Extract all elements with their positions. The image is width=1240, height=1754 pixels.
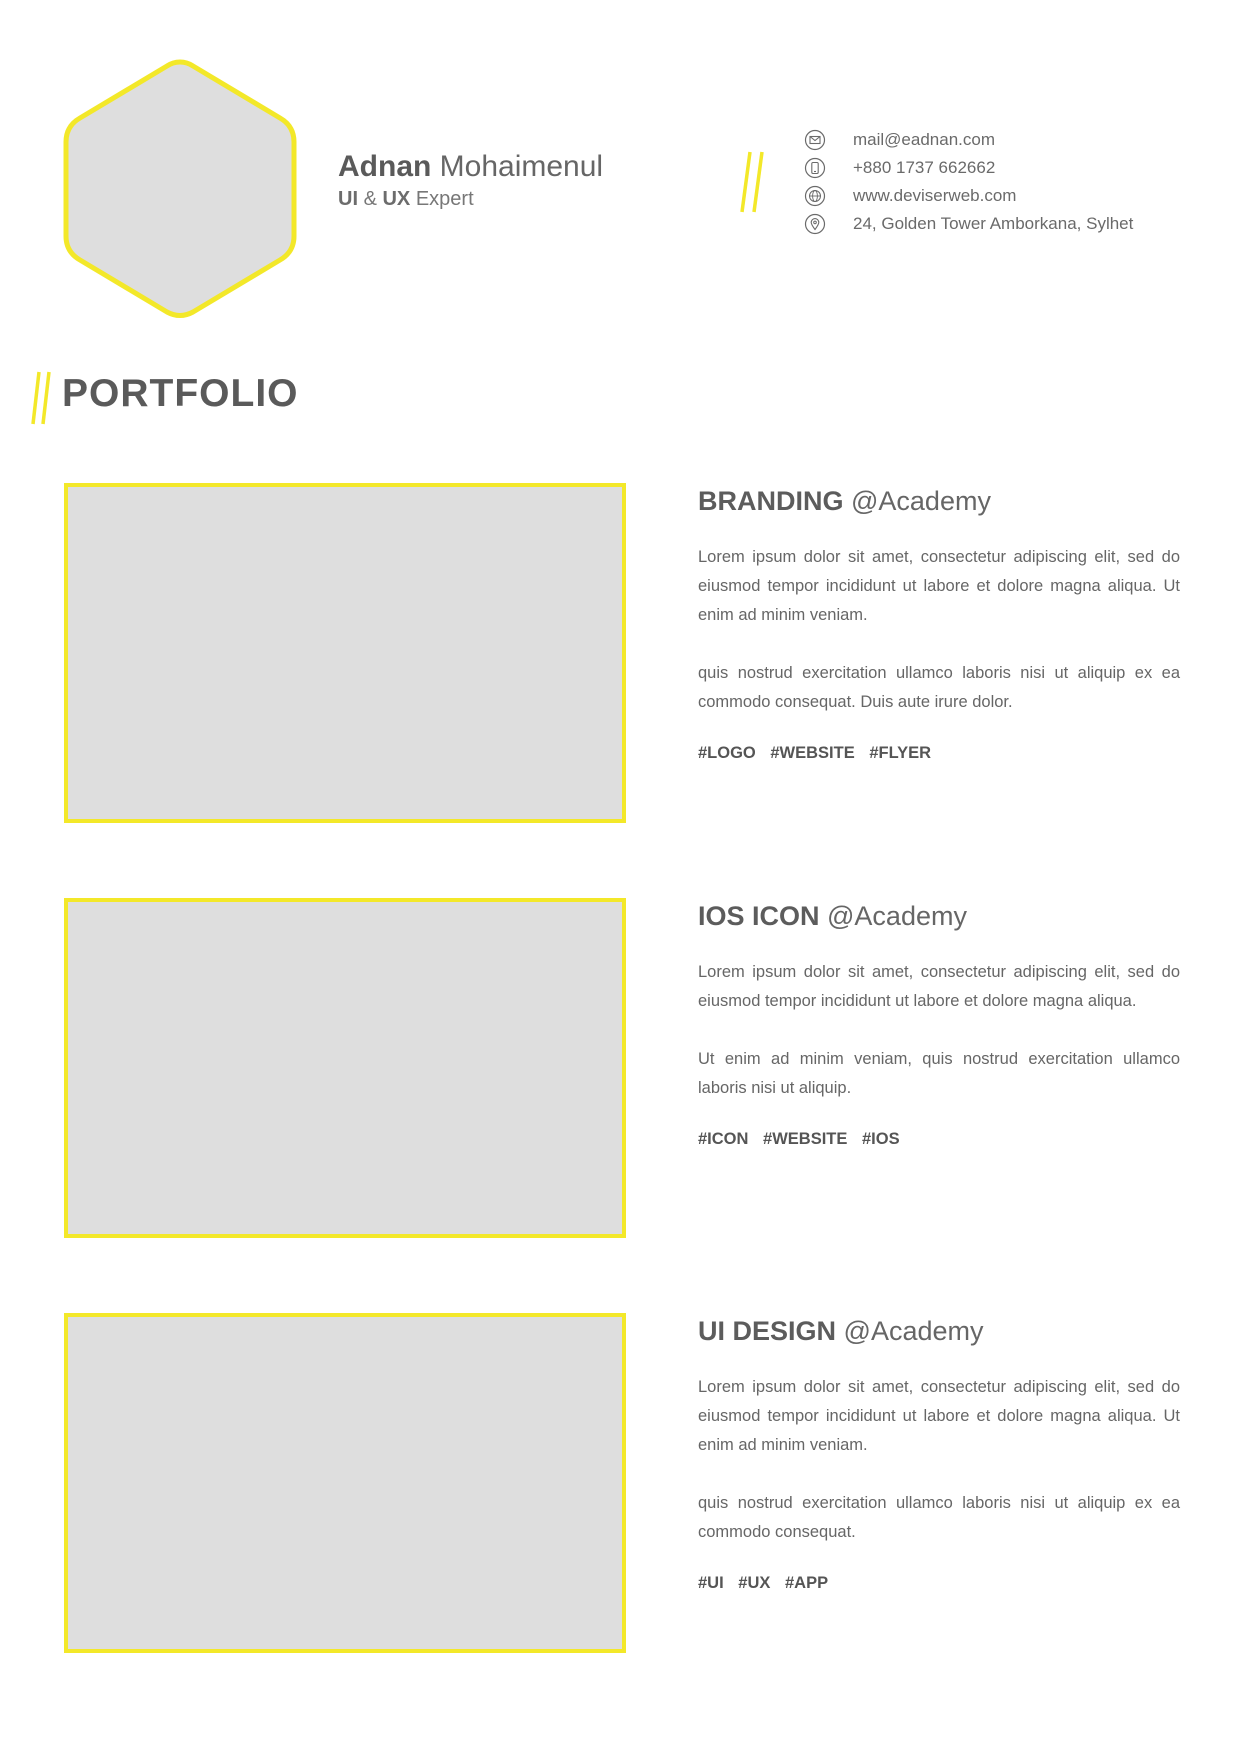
mail-icon (804, 129, 826, 151)
tag: #WEBSITE (763, 1130, 848, 1148)
contact-list (804, 126, 1133, 238)
portfolio-title-bold: UI DESIGN (698, 1316, 837, 1346)
tag: #UI (698, 1574, 724, 1592)
avatar (60, 58, 300, 320)
portfolio-title (698, 1316, 1180, 1347)
portfolio-tags (698, 1130, 1180, 1149)
globe-icon (804, 185, 826, 207)
contact-address (804, 210, 1133, 238)
portfolio-item (0, 898, 1240, 1250)
portfolio-tags (698, 1574, 1180, 1593)
portfolio-info (698, 1316, 1180, 1593)
tag: #APP (784, 1574, 829, 1592)
portfolio-title-bold: IOS ICON (698, 901, 820, 931)
portfolio-item (0, 483, 1240, 835)
location-icon (804, 213, 826, 235)
job-title (338, 188, 603, 211)
portfolio-info (698, 901, 1180, 1149)
contact-divider-slash (740, 150, 766, 216)
portfolio-title (698, 486, 1180, 517)
portfolio-title-org: @Academy (843, 486, 991, 516)
portfolio-image-placeholder (64, 898, 626, 1238)
tag: #WEBSITE (770, 744, 855, 762)
portfolio-info (698, 486, 1180, 763)
role-amp: & (363, 187, 377, 210)
contact-address-text: 24, Golden Tower Amborkana, Sylhet (853, 214, 1134, 233)
tag: #UX (738, 1574, 771, 1592)
portfolio-title (698, 901, 1180, 932)
first-name: Adnan (338, 150, 432, 183)
tag: #ICON (698, 1130, 749, 1148)
portfolio-tags (698, 744, 1180, 763)
section-slash (30, 370, 52, 426)
portfolio-image-placeholder (64, 483, 626, 823)
phone-icon (804, 157, 826, 179)
role-ux: UX (382, 187, 411, 210)
portfolio-description: Lorem ipsum dolor sit amet, consectetur adipiscing elit, sed do eiusmod tempor incididunt ut labore et dolore magna aliqua. (698, 963, 1180, 1010)
contact-phone (804, 154, 1133, 182)
portfolio-title-org: @Academy (836, 1316, 984, 1346)
tag: #FLYER (869, 744, 932, 762)
contact-email-text[interactable]: mail@eadnan.com (853, 130, 995, 149)
role-ui: UI (338, 187, 358, 210)
portfolio-description: Lorem ipsum dolor sit amet, consectetur adipiscing elit, sed do eiusmod tempor incididunt ut labore et dolore magna aliqua. Ut enim ad minim veniam. (698, 548, 1180, 624)
tag: #IOS (861, 1130, 900, 1148)
portfolio-title-org: @Academy (819, 901, 967, 931)
portfolio-title-bold: BRANDING (698, 486, 844, 516)
contact-website (804, 182, 1133, 210)
person-name (338, 150, 603, 185)
section-title: PORTFOLIO (62, 372, 299, 415)
portfolio-item (0, 1313, 1240, 1665)
portfolio-description: quis nostrud exercitation ullamco laboris nisi ut aliquip ex ea commodo consequat. Duis aute irure dolor. (698, 664, 1180, 711)
contact-phone-text[interactable]: +880 1737 662662 (853, 158, 996, 177)
name-block (338, 150, 603, 211)
portfolio-description: quis nostrud exercitation ullamco laboris nisi ut aliquip ex ea commodo consequat. (698, 1494, 1180, 1541)
tag: #LOGO (698, 744, 756, 762)
portfolio-image-placeholder (64, 1313, 626, 1653)
portfolio-description: Ut enim ad minim veniam, quis nostrud exercitation ullamco laboris nisi ut aliquip. (698, 1050, 1180, 1097)
contact-website-text[interactable]: www.deviserweb.com (853, 186, 1017, 205)
last-name: Mohaimenul (439, 150, 604, 183)
contact-email (804, 126, 1133, 154)
role-suffix: Expert (415, 187, 474, 210)
portfolio-description: Lorem ipsum dolor sit amet, consectetur adipiscing elit, sed do eiusmod tempor incididunt ut labore et dolore magna aliqua. Ut enim ad minim veniam. (698, 1378, 1180, 1454)
